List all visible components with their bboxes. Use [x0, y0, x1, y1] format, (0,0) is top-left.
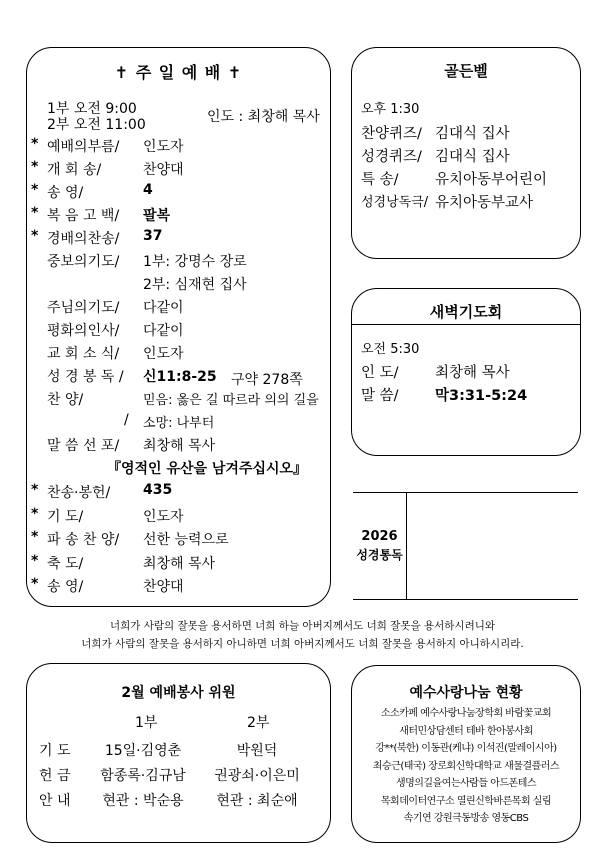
bible-reading-divider: [406, 493, 407, 599]
volunteers-first: 15일·김영춘: [104, 743, 182, 759]
goldenbell-row: [352, 145, 580, 165]
goldenbell-label: 찬양퀴즈/: [361, 126, 422, 142]
order-value: 2부: 심재현 집사: [143, 277, 247, 293]
bible-reading-label: 성경통독: [356, 548, 403, 562]
order-label: 파 송 찬 양/: [47, 532, 120, 548]
sharing-line: 속기연 강원극동방송 영동CBS: [403, 813, 529, 824]
volunteers-col-1: 1부: [135, 715, 158, 731]
order-label: 송 영/: [47, 579, 84, 595]
worship-leader: 인도 : 최창해 목사: [207, 109, 320, 125]
worship-time-2: 2부 오전 11:00: [47, 117, 146, 133]
sharing-line: 소소카페 예수사랑나눔장학회 바람꽃교회: [380, 708, 552, 719]
sermon-label: 말 씀 선 포/: [47, 438, 120, 454]
order-label: 중보의기도/: [47, 254, 120, 270]
volunteers-row: [27, 790, 330, 810]
worship-title: ✝ 주 일 예 배 ✝: [114, 63, 243, 82]
order-value: 다같이: [143, 323, 184, 339]
goldenbell-row: [352, 191, 580, 211]
volunteers-col-2: 2부: [247, 715, 270, 731]
worship-box: [26, 47, 331, 607]
goldenbell-label: 성경낭독극/: [361, 195, 429, 210]
sharing-line: 최승근(태국) 장로회신학대학교 새물결플러스: [372, 760, 560, 772]
order-star: *: [31, 529, 39, 545]
volunteers-row: [27, 765, 330, 785]
dawn-value: 최창해 목사: [435, 365, 510, 381]
volunteers-title: 2월 예배봉사 위원: [121, 685, 236, 701]
sharing-line: 생명의길을여는사람들 아드폰테스: [395, 778, 537, 789]
sharing-line: 새터민상담센터 테바 한아봉사회: [399, 725, 533, 737]
volunteers-label: 기 도: [39, 743, 71, 759]
order-value: 1부: 강명수 장로: [143, 254, 247, 270]
volunteers-first: 현관 : 박순용: [102, 793, 184, 809]
order-value: 인도자: [143, 346, 184, 362]
goldenbell-value: 유치아동부어린이: [435, 172, 548, 188]
worship-time-1: 1부 오전 9:00: [47, 101, 137, 117]
volunteers-second: 박원덕: [236, 743, 278, 759]
order-label: 예배의부름/: [47, 139, 120, 155]
goldenbell-time: 오후 1:30: [361, 102, 420, 117]
goldenbell-title: 골든벨: [444, 62, 488, 80]
sharing-box: [351, 665, 581, 843]
order-row: [27, 205, 330, 225]
volunteers-second: 현관 : 최순애: [216, 793, 298, 809]
dawn-title: 새벽기도회: [429, 303, 503, 321]
order-row: [27, 182, 330, 202]
scripture-value: 신11:8-25: [143, 369, 217, 385]
goldenbell-value: 유치아동부교사: [435, 195, 534, 211]
order-row: [27, 506, 330, 526]
bible-reading-table: [353, 492, 578, 600]
order-value: 찬양대: [143, 579, 184, 595]
order-label: 주님의기도/: [47, 300, 120, 316]
order-star: *: [31, 228, 39, 244]
order-star: *: [31, 136, 39, 152]
order-value: 최창해 목사: [143, 555, 216, 572]
order-value: 찬양대: [143, 162, 184, 178]
praise-row: [27, 389, 330, 409]
verse-line-2: 너희가 사람의 잘못을 용서하지 아니하면 너희 아버지께서도 너희 잘못을 용서하지 아니하시리라.: [81, 638, 524, 650]
praise-slash: /: [124, 412, 129, 428]
praise-label: 찬 양/: [47, 392, 84, 408]
volunteers-label: 헌 금: [39, 768, 71, 784]
volunteers-box: [26, 663, 331, 843]
order-value: 4: [143, 182, 153, 198]
volunteers-row: [27, 740, 330, 760]
sermon-title: 『영적인 유산을 남겨주십시오』: [107, 461, 308, 477]
order-row: [27, 297, 330, 317]
order-row: [27, 136, 330, 156]
order-row: [27, 274, 330, 294]
goldenbell-box: [351, 47, 581, 259]
scripture-page: 구약 278쪽: [231, 372, 303, 388]
order-star: *: [31, 552, 39, 569]
order-value: 435: [143, 482, 173, 498]
dawn-label: 인 도/: [361, 365, 399, 381]
order-label: 개 회 송/: [47, 162, 102, 178]
dawn-value: 막3:31-5:24: [435, 388, 528, 404]
dawn-label: 말 씀/: [361, 388, 399, 404]
praise-value-2: 소망: 나부터: [143, 416, 215, 431]
goldenbell-label: 특 송/: [361, 172, 399, 188]
order-row: [27, 576, 330, 596]
order-label: 기 도/: [47, 508, 84, 525]
order-star: *: [31, 505, 39, 522]
dawn-divider: [352, 324, 580, 325]
order-row: [27, 529, 330, 549]
order-row: [27, 320, 330, 340]
dawn-box: [351, 288, 581, 456]
order-star: *: [31, 205, 39, 221]
order-row: [27, 228, 330, 248]
order-label: 축 도/: [47, 555, 84, 572]
scripture-label: 성 경 봉 독 /: [47, 369, 124, 385]
sharing-line: 목회데이터연구소 열린신학바른목회 실림: [380, 795, 552, 807]
dawn-row: [352, 384, 580, 404]
volunteers-label: 안 내: [39, 793, 71, 809]
order-star: *: [31, 159, 39, 175]
goldenbell-value: 김대식 집사: [435, 149, 510, 165]
order-row: [27, 159, 330, 179]
order-label: 송 영/: [47, 185, 84, 201]
praise-row-2: [27, 412, 330, 432]
order-row: [27, 251, 330, 271]
order-label: 찬송·봉헌/: [47, 485, 111, 501]
order-row: [27, 343, 330, 363]
sharing-line: 강**(북한) 이동관(케냐) 이석진(말레이시아): [375, 743, 557, 754]
sharing-title: 예수사랑나눔 현황: [409, 685, 523, 701]
order-star: *: [31, 482, 39, 498]
sermon-value: 최창해 목사: [143, 438, 216, 454]
dawn-row: [352, 361, 580, 381]
order-label: 복 음 고 백/: [47, 208, 120, 224]
dawn-time: 오전 5:30: [361, 342, 420, 357]
order-star: *: [31, 182, 39, 198]
goldenbell-label: 성경퀴즈/: [361, 149, 422, 165]
order-value: 선한 능력으로: [143, 532, 229, 548]
order-row: [27, 482, 330, 502]
order-value: 37: [143, 228, 163, 244]
order-label: 평화의인사/: [47, 323, 120, 339]
goldenbell-row: [352, 168, 580, 188]
order-label: 경배의찬송/: [47, 231, 120, 247]
bible-reading-year: 2026: [361, 529, 398, 544]
scripture-row: [27, 366, 330, 386]
order-value: 다같이: [143, 300, 184, 316]
order-value: 팔복: [143, 208, 171, 224]
goldenbell-value: 김대식 집사: [435, 126, 510, 142]
volunteers-first: 함종록·김규남: [100, 768, 186, 784]
goldenbell-row: [352, 122, 580, 142]
order-value: 인도자: [143, 508, 184, 525]
order-star: *: [31, 576, 39, 592]
verse-line-1: 너희가 사람의 잘못을 용서하면 너희 하늘 아버지께서도 너희 잘못을 용서하시려니와: [109, 620, 496, 632]
sermon-row: [27, 435, 330, 455]
order-row: [27, 553, 330, 573]
order-value: 인도자: [143, 139, 184, 155]
order-label: 교 회 소 식/: [47, 346, 120, 362]
volunteers-second: 권광쇠·이은미: [214, 768, 300, 784]
praise-value-1: 믿음: 옳은 길 따르라 의의 길을: [143, 393, 319, 408]
